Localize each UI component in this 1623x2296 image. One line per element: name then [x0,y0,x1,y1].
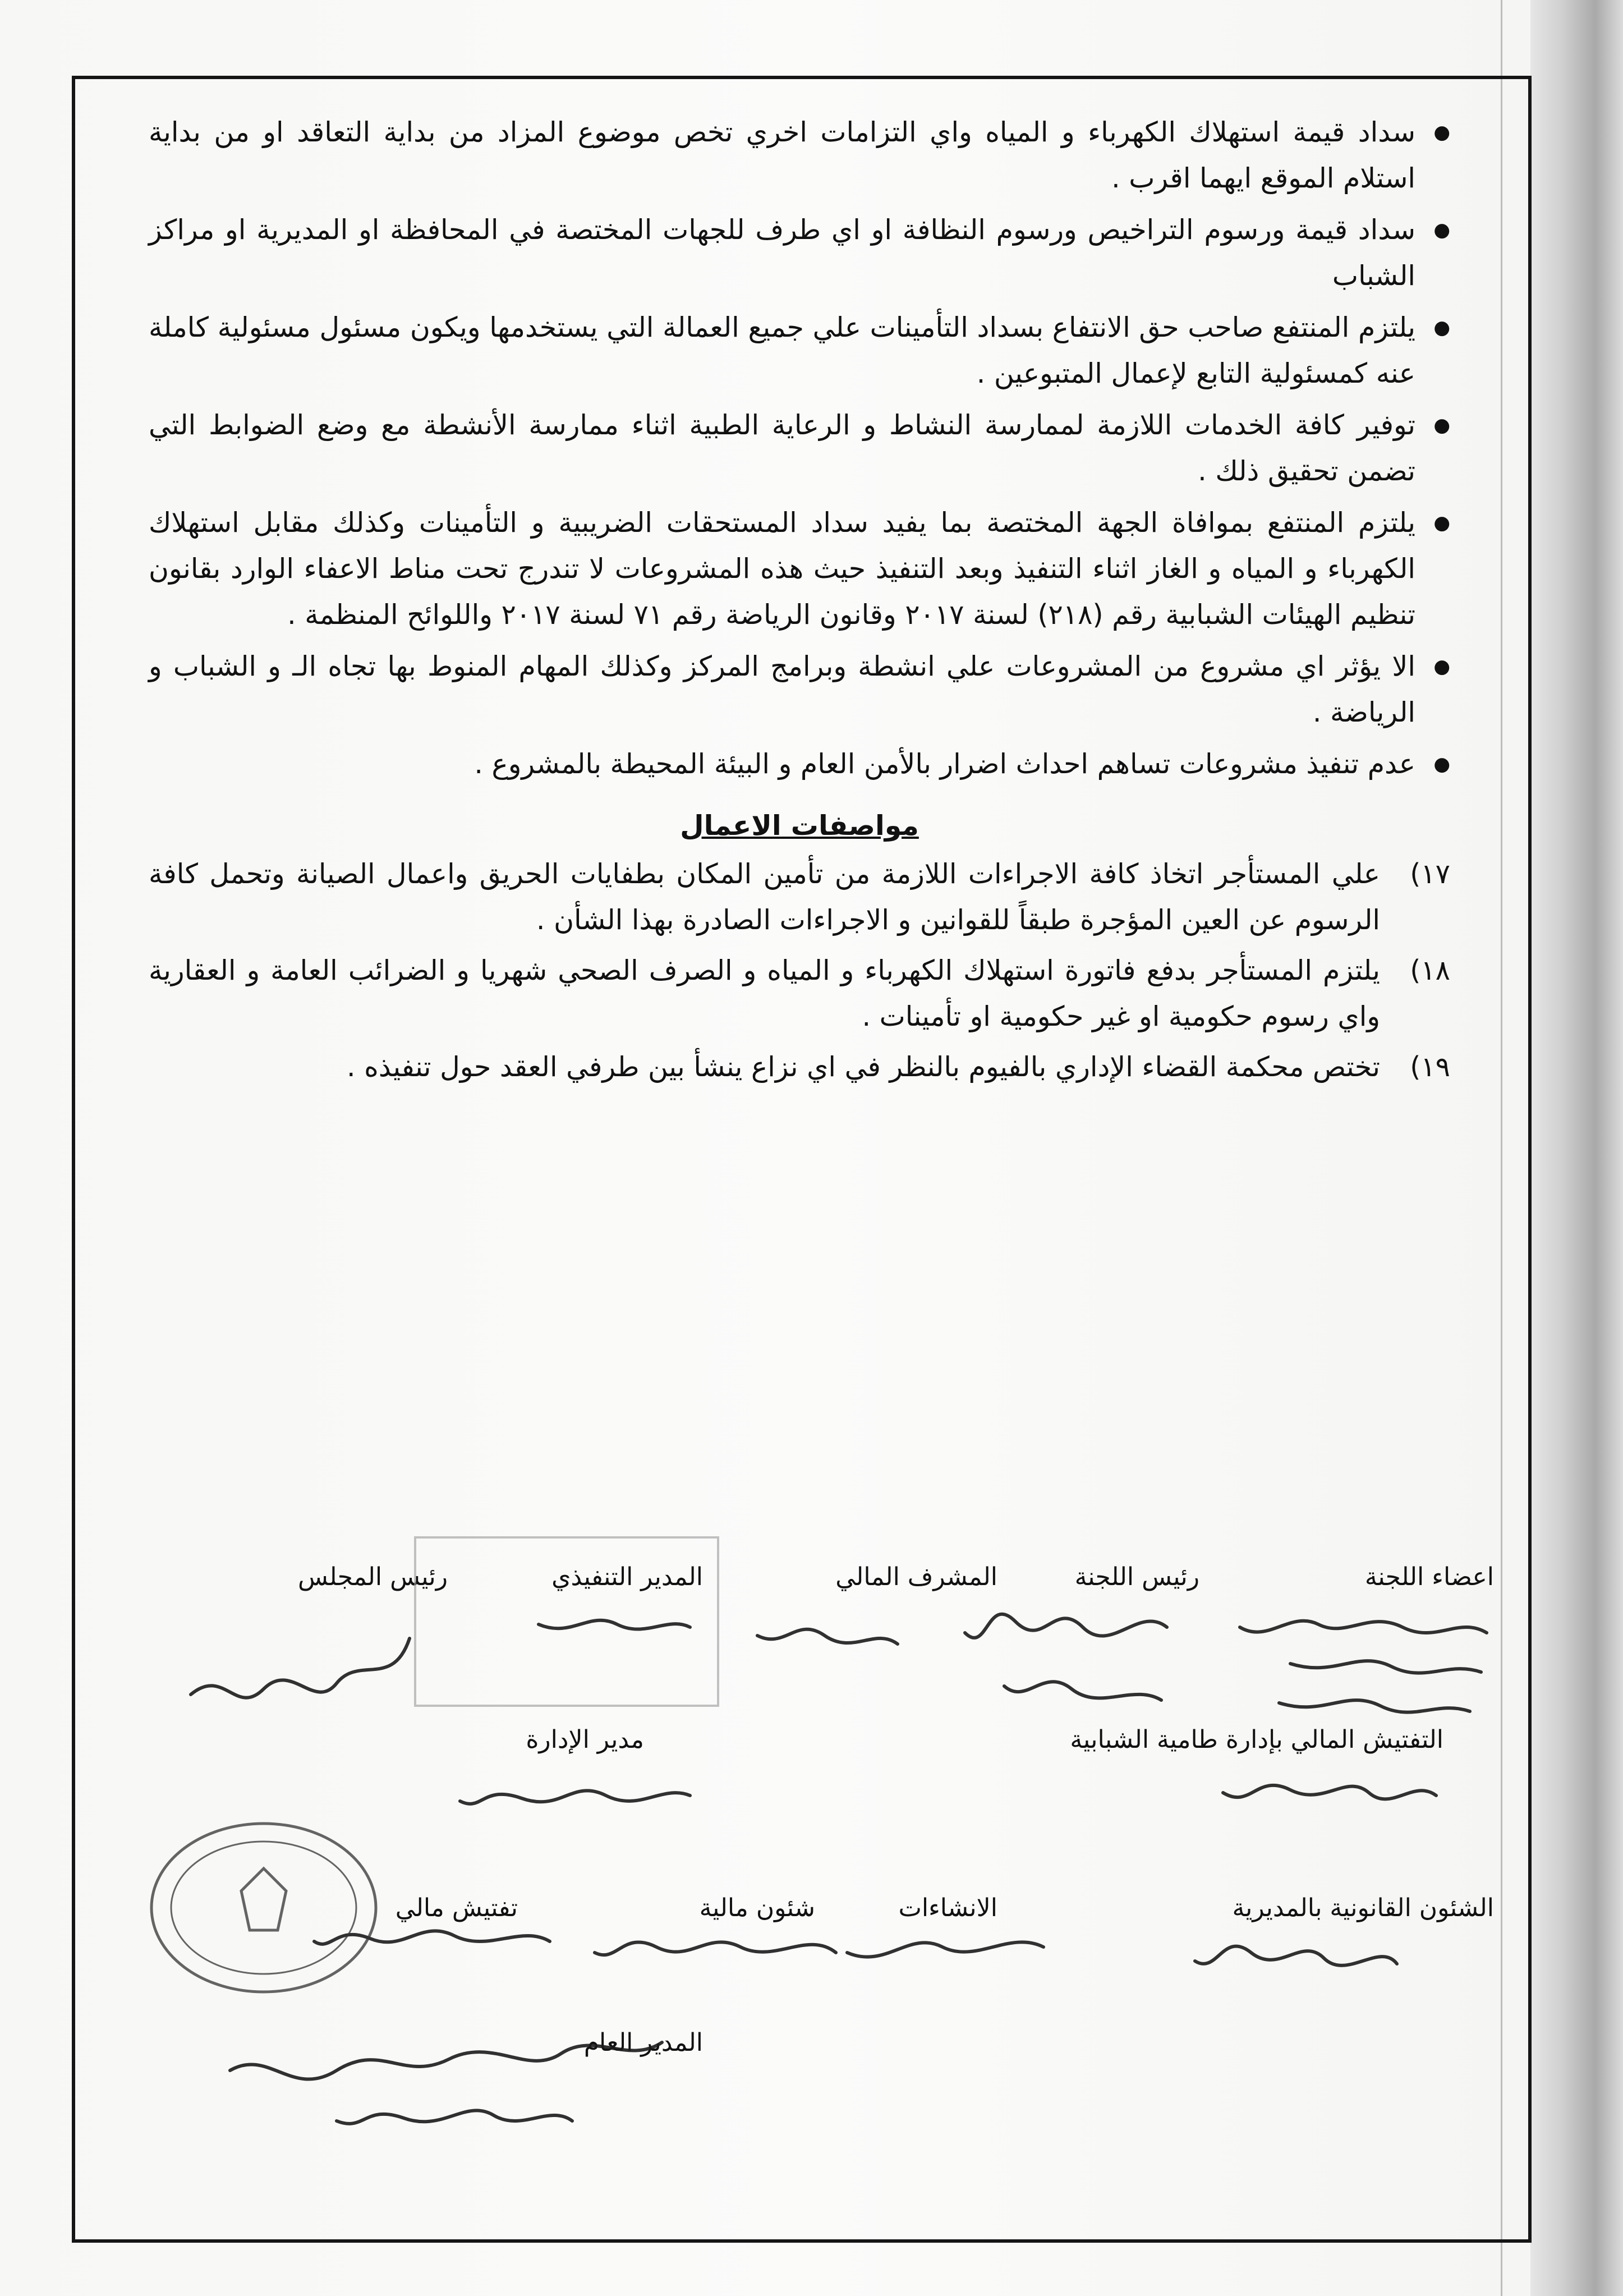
list-item: ● الا يؤثر اي مشروع من المشروعات علي انشطة وبرامج المركز وكذلك المهام المنوط بها تجاه الـ و الشباب و الرياضة . [149,644,1450,736]
legal-affairs-label: الشئون القانونية بالمديرية [1232,1894,1494,1922]
constructions-label: الانشاءات [898,1894,997,1922]
spec-text: علي المستأجر اتخاذ كافة الاجراءات اللازمة من تأمين المكان بطفايات الحريق واعمال الصيانة وتحمل كافة الرسوم عن العين المؤجرة طبقاً للقوانين و الاجراءات الصادرة بهذا الشأن . [149,858,1380,936]
official-stamp [151,1824,376,1992]
financial-inspection-signature [1223,1785,1436,1799]
constructions-signature [847,1942,1043,1957]
board-president-signature [191,1638,410,1698]
board-president-label: رئيس المجلس [298,1563,448,1591]
committee-signature [1240,1621,1487,1633]
general-director-signature [230,2042,662,2079]
list-item: ● عدم تنفيذ مشروعات تساهم احداث اضرار بالأمن العام و البيئة المحيطة بالمشروع . [149,741,1450,787]
faint-stamp [415,1537,718,1706]
committee-signature [1279,1700,1470,1712]
administration-director-signature [460,1790,690,1803]
spec-text: يلتزم المستأجر بدفع فاتورة استهلاك الكهرباء و المياه و الصرف الصحي شهريا و الضرائب العامة و العقارية واي رسوم حكومية او غير حكومية او تأمينات . [149,954,1380,1032]
specs-heading: مواصفات الاعمال [680,810,919,842]
spec-number: ١٨) [1410,954,1450,986]
committee-head-signature [1004,1682,1161,1700]
list-item: ● توفير كافة الخدمات اللازمة لممارسة النشاط و الرعاية الطبية اثناء ممارسة الأنشطة مع وضع الضوابط التي تضمن تحقيق ذلك . [149,402,1450,494]
committee-head-signature [965,1614,1167,1638]
financial-affairs-label: شئون مالية [699,1894,815,1922]
financial-supervisor-label: المشرف المالي [835,1563,997,1591]
executive-director-signature [539,1620,690,1629]
list-item: ● يلتزم المنتفع صاحب حق الانتفاع بسداد التأمينات علي جميع العمالة التي يستخدمها ويكون مسئول مسئولية كاملة عنه كمسئولية التابع لإعمال المتبوعين . [149,305,1450,397]
spec-number: ١٩) [1410,1051,1450,1083]
committee-members-label: اعضاء اللجنة [1364,1563,1494,1591]
financial-affairs-signature [595,1942,836,1955]
administration-director-label: مدير الإدارة [526,1725,644,1754]
eagle-icon [241,1868,286,1930]
executive-director-label: المدير التنفيذي [551,1563,703,1591]
legal-affairs-signature [1195,1946,1397,1966]
list-item: ● سداد قيمة استهلاك الكهرباء و المياه واي التزامات اخري تخص موضوع المزاد من بداية التعاقد او من بداية استلام الموقع ايهما اقرب . [149,109,1450,201]
spec-number: ١٧) [1410,858,1450,890]
financial-inspection-short-label: تفتيش مالي [395,1894,518,1922]
committee-signature [1290,1661,1481,1673]
committee-head-label: رئيس اللجنة [1074,1563,1199,1591]
financial-inspection-label: التفتيش المالي بإدارة طامية الشبابية [1070,1725,1443,1754]
list-item: ● سداد قيمة ورسوم التراخيص ورسوم النظافة او اي طرف للجهات المختصة في المحافظة او المديرية او مراكز الشباب [149,207,1450,299]
general-director-label: المدير العام [583,2028,703,2057]
spec-text: تختص محكمة القضاء الإداري بالفيوم بالنظر في اي نزاع ينشأ بين طرفي العقد حول تنفيذه . [347,1051,1380,1083]
financial-supervisor-signature [757,1629,898,1644]
general-director-signature [337,2110,572,2123]
list-item: ● يلتزم المنتفع بموافاة الجهة المختصة بما يفيد سداد المستحقات الضريبية و التأمينات وكذلك مقابل استهلاك الكهرباء و المياه و الغاز اثناء التنفيذ وبعد التنفيذ حيث هذه المشروعات لا تندرج تحت مناط الاعفاء الوارد بقانون تنظيم الهيئات الشبابية رقم (٢١٨) لسنة ٢٠١٧ وقانون الرياضة رقم ٧١ لسنة ٢٠١٧ واللوائح المنظمة . [149,500,1450,638]
